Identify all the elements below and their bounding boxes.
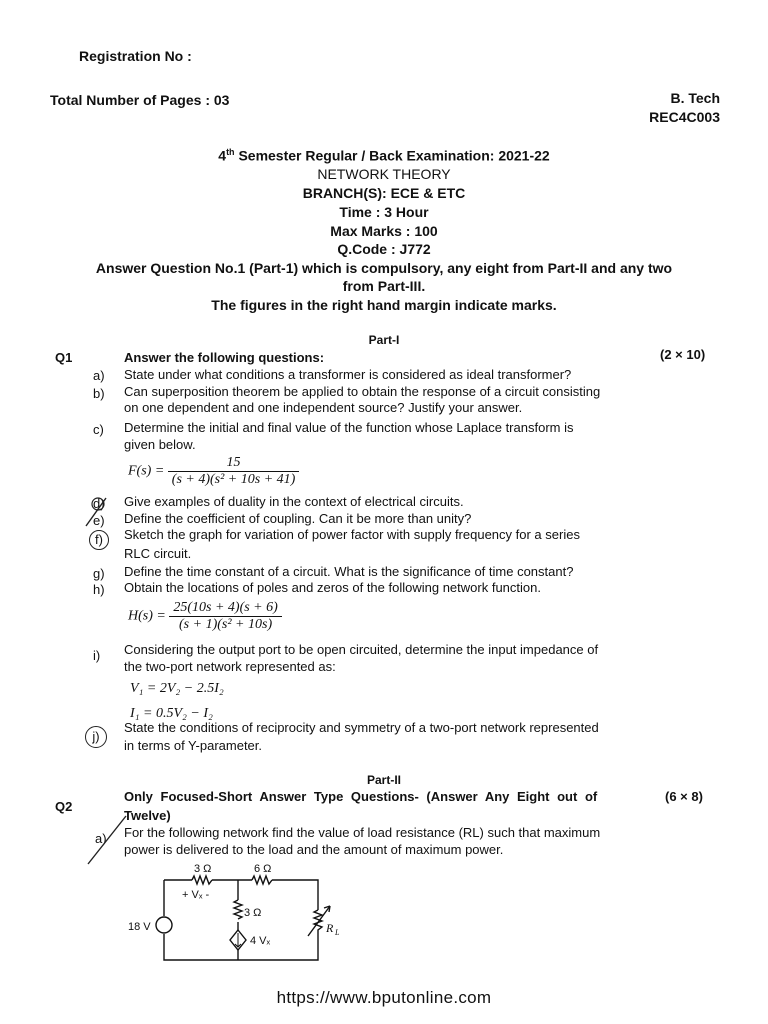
item-label: g) (93, 566, 105, 581)
part-1-title: Part-I (368, 333, 400, 347)
item-text: Define the coefficient of coupling. Can it be more than unity? (124, 511, 472, 526)
equation-i1: V₁ = 2V₂ − 2.5I₂ (130, 681, 224, 696)
circuit-diagram (120, 860, 350, 970)
item-text: State under what conditions a transformer is considered as ideal transformer? (124, 367, 572, 382)
dependent-source-label: 4 Vₓ (250, 935, 271, 947)
load-label: R (326, 921, 334, 935)
pen-tick-mark (76, 492, 116, 532)
q2-marks: (6 × 8) (665, 789, 703, 804)
item-label: b) (93, 386, 105, 401)
equation-c: F(s) = $\frac{15}{\text{(s + 4)(s² + 10s + 41)}}$ (128, 455, 299, 488)
item-label: a) (95, 831, 107, 846)
part-2-title: Part-II (366, 773, 401, 787)
item-label: h) (93, 582, 105, 597)
item-label: a) (93, 368, 105, 383)
voltage-source-label: 18 V (128, 921, 151, 933)
q2-heading-cont: Twelve) (124, 808, 171, 823)
item-text: State the conditions of reciprocity and symmetry of a two-port network represented (124, 720, 599, 735)
branch: BRANCH(S): ECE & ETC (302, 185, 466, 201)
footer-url: https://www.bputonline.com (276, 988, 492, 1007)
total-pages: Total Number of Pages : 03 (50, 92, 230, 108)
r3-label: 3 Ω (244, 907, 262, 919)
vx-label: + Vₓ - (182, 889, 210, 901)
degree: B. Tech (670, 90, 720, 106)
equation-i2: I₁ = 0.5V₂ − I₂ (130, 706, 213, 721)
item-text: Give examples of duality in the context of electrical circuits. (124, 494, 464, 509)
q1-number: Q1 (55, 350, 73, 365)
equation-h: H(s) = $\frac{25(10s + 4)(s + 6)}{\text{(s + 1)(s² + 10s)}}$ (128, 600, 282, 633)
instruction-line-1: Answer Question No.1 (Part-1) which is compulsory, any eight from Part-II and any two (95, 260, 673, 276)
item-text: Obtain the locations of poles and zeros of the following network function. (124, 580, 541, 595)
q1-marks: (2 × 10) (660, 347, 706, 362)
load-subscript: L (335, 928, 340, 937)
subject-title: NETWORK THEORY (317, 166, 451, 182)
item-label-circled: f) (89, 530, 109, 550)
item-text: the two-port network represented as: (124, 659, 336, 674)
item-text: Determine the initial and final value of the function whose Laplace transform is (124, 420, 574, 435)
item-text: on one dependent and one independent source? Justify your answer. (124, 400, 523, 415)
item-text: Sketch the graph for variation of power factor with supply frequency for a series (124, 527, 580, 542)
item-text: Define the time constant of a circuit. What is the significance of time constant? (124, 564, 574, 579)
semester-line: 4th Semester Regular / Back Examination: 2021-22 (218, 147, 550, 164)
item-text: power is delivered to the load and the amount of maximum power. (124, 842, 504, 857)
item-label: i) (93, 648, 101, 663)
item-text: given below. (124, 437, 196, 452)
q2-number: Q2 (55, 799, 73, 814)
r2-label: 6 Ω (254, 863, 272, 875)
r1-label: 3 Ω (194, 863, 212, 875)
item-label: d) (93, 496, 105, 511)
item-text: RLC circuit. (124, 546, 192, 561)
q2-heading: Only Focused-Short Answer Type Questions- (Answer Any Eight out of (124, 789, 598, 804)
time: Time : 3 Hour (339, 204, 429, 220)
q1-heading: Answer the following questions: (124, 350, 325, 365)
registration-label: Registration No : (79, 48, 192, 64)
instruction-line-3: The figures in the right hand margin indicate marks. (211, 297, 557, 313)
instruction-line-2: from Part-III. (342, 278, 426, 294)
item-text: in terms of Y-parameter. (124, 738, 263, 753)
question-code: Q.Code : J772 (337, 241, 431, 257)
item-label: e) (93, 513, 105, 528)
item-label-circled: j) (85, 726, 107, 748)
item-label: c) (93, 422, 104, 437)
item-text: Can superposition theorem be applied to obtain the response of a circuit consisting (124, 384, 601, 399)
item-text: For the following network find the value of load resistance (RL) such that maximum (124, 825, 601, 840)
item-text: Considering the output port to be open circuited, determine the input impedance of (124, 642, 599, 657)
max-marks: Max Marks : 100 (330, 223, 438, 239)
subject-code: REC4C003 (649, 109, 720, 125)
